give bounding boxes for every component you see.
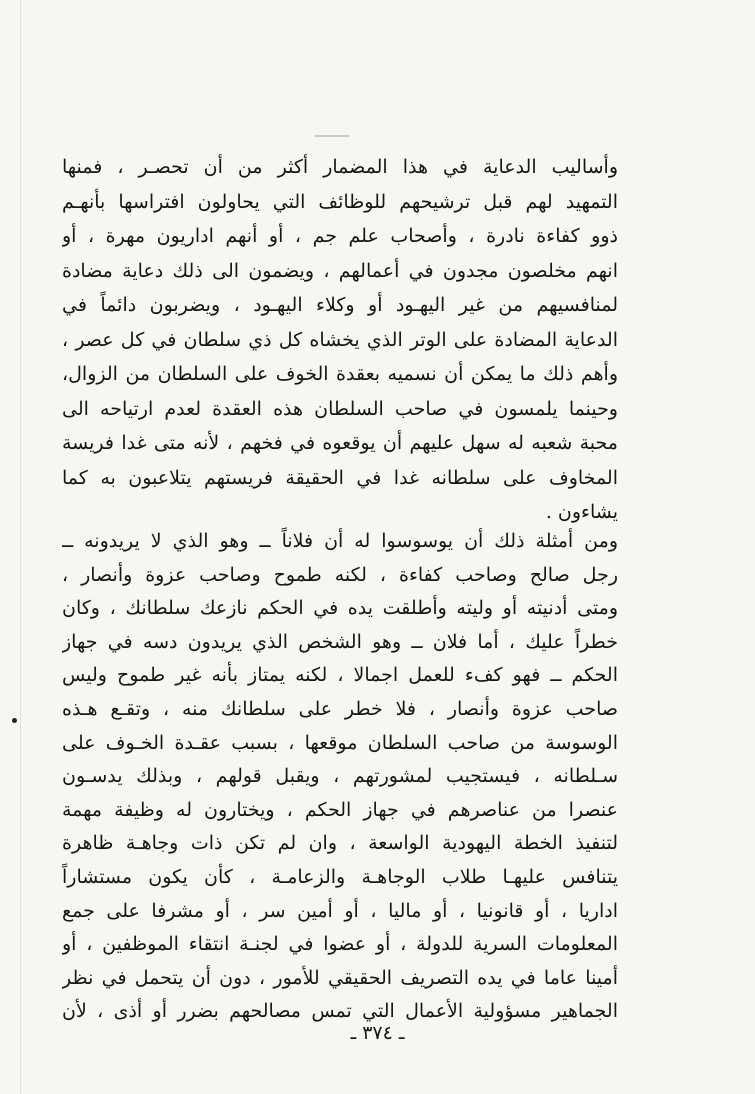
text-line: أمينا عاما في يده التصريف الحقيقي للأمور ، دون أن يتحمل في نظر — [62, 966, 618, 989]
text-line: ذوو كفاءة نادرة ، وأصحاب علم جم ، أو أنهم اداريون مهرة ، أو — [62, 225, 618, 247]
text-line: يتنافس عليهـا طلاب الوجاهـة والزعامـة ، كأن يكون مستشاراً — [62, 865, 618, 888]
text-line: التمهيد لهم قبل ترشيحهم للوظائف التي يحاولون افتراسها بأنهـم — [62, 190, 618, 213]
text-line: ومن أمثلة ذلك أن يوسوسوا له أن فلاناً ــ وهو الذي لا يريدونه ــ — [62, 530, 618, 552]
text-line: عنصرا من عناصرهم في جهاز الحكم ، ويختارون له وظيفة مهمة — [62, 798, 618, 821]
page-number: ـ ٣٧٤ ـ — [350, 1022, 405, 1044]
text-line: خطراً عليك ، أما فلان ــ وهو الشخص الذي يريدون دسه في جهاز — [62, 630, 618, 653]
text-line: انهم مخلصون مجدون في أعمالهم ، ويضمون الى ذلك دعاية مضادة — [62, 259, 618, 282]
text-line: الدعاية المضادة على الوتر الذي يخشاه كل ذي سلطان في كل عصر ، — [62, 328, 618, 351]
text-line: المعلومات السرية للدولة ، أو عضوا في لجنـة انتقاء الموظفين ، أو — [62, 933, 618, 956]
text-line: اداريا ، أو قانونيا ، أو ماليا ، أو أمين سر ، أو مشرفا على جمع — [62, 899, 618, 922]
text-line: ومتى أدنيته أو وليته وأطلقت يده في الحكم نازعك سلطانك ، وكان — [62, 597, 618, 620]
text-line: محبة شعبه له سهل عليهم أن يوقعوه في فخهم ، لأنه متى غدا فريسة — [62, 432, 618, 454]
text-line: وحينما يلمسون في صاحب السلطان هذه العقدة لعدم ارتياحه الى — [62, 397, 618, 420]
text-line: الجماهير مسؤولية الأعمال التي تمس مصالحهم بضرر أو أذى ، لأن — [62, 1000, 618, 1023]
text-line: صاحب عزوة وأنصار ، فلا خطر على سلطانك منه ، وتقـع هـذه — [62, 697, 618, 720]
text-line: لتنفيذ الخطة اليهودية الواسعة ، وان لم تكن ذات وجاهـة ظاهرة — [62, 832, 618, 855]
paragraph-2 — [62, 525, 618, 1029]
margin-dot — [12, 718, 17, 723]
paragraph-1 — [62, 150, 618, 530]
text-line: الوسوسة من صاحب السلطان موقعها ، بسبب عقـدة الخـوف على — [62, 731, 618, 754]
text-line: يشاءون . — [545, 501, 618, 523]
text-line: وأساليب الدعاية في هذا المضمار أكثر من أن تحصـر ، فمنها — [62, 156, 618, 178]
text-line: المخاوف على سلطانه غدا في الحقيقة فريستهم يتلاعبون به كما — [62, 466, 618, 489]
top-dash-mark — [315, 135, 349, 137]
page-edge-line — [20, 0, 21, 1094]
text-line: لمنافسيهم من غير اليهـود أو وكلاء اليهـود ، ويضربون دائماً في — [62, 294, 618, 316]
text-line: وأهم ذلك ما يمكن أن نسميه بعقدة الخوف على السلطان من الزوال، — [62, 363, 618, 385]
text-line: سـلطانه ، فيستجيب لمشورتهم ، ويقبل قولهم ، وبذلك يدسـون — [62, 765, 618, 788]
text-line: الحكم ــ فهو كفء للعمل اجمالا ، لكنه يمتاز بأنه غير طموح وليس — [62, 664, 618, 687]
text-line: رجل صالح وصاحب كفاءة ، لكنه طموح وصاحب عزوة وأنصار ، — [62, 563, 618, 586]
